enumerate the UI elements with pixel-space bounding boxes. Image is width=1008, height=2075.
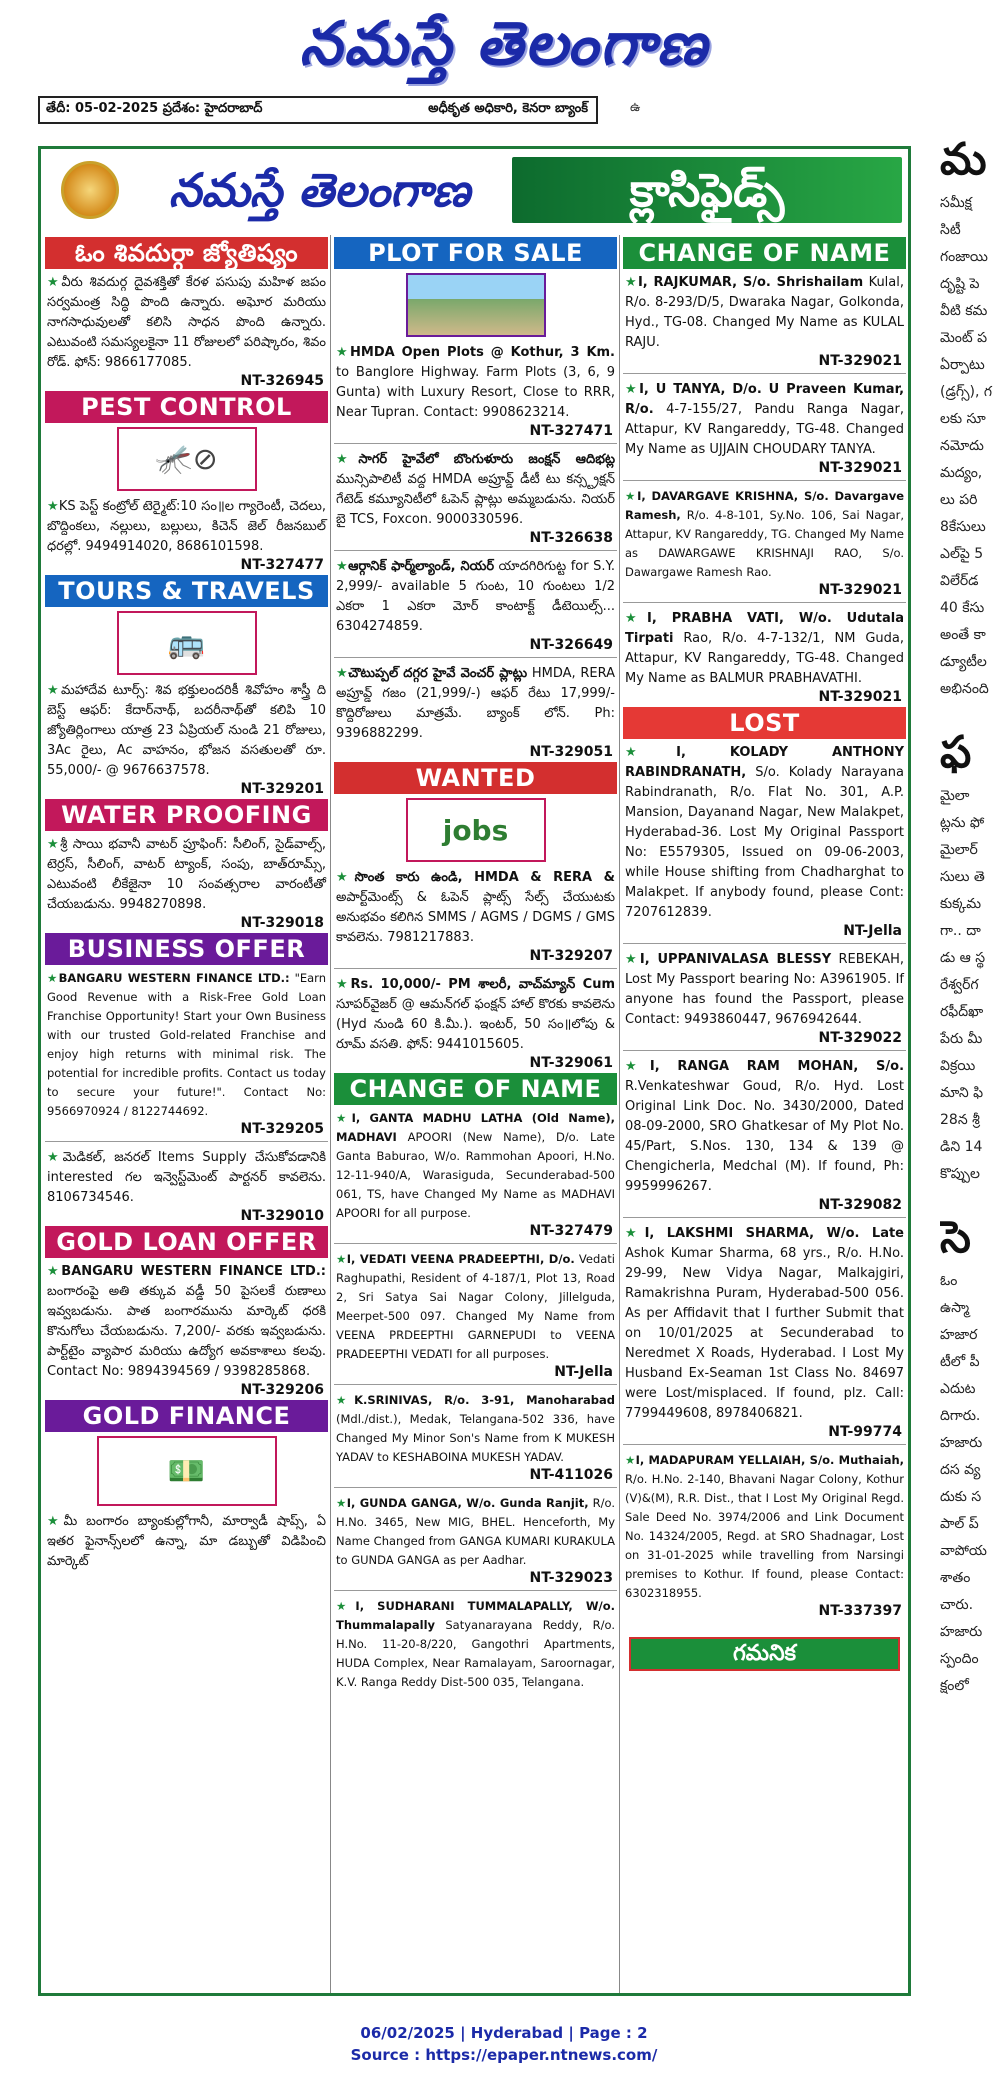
- separator: [334, 1384, 617, 1385]
- ad-lead: ఆర్గానిక్ ఫార్మ్‌ల్యాండ్, నియర్: [348, 559, 495, 574]
- star-icon: ★: [47, 1514, 64, 1529]
- separator: [334, 443, 617, 444]
- page-footer: [0, 2022, 1008, 2066]
- separator: [334, 1590, 617, 1591]
- jobs-image: [406, 798, 546, 862]
- classifieds-kicker: క్లాసిఫైడ్స్: [512, 157, 902, 223]
- ad-code: NT-327477: [240, 557, 324, 573]
- side-line: దుకు స: [940, 1489, 982, 1505]
- ad-code: NT-329207: [529, 948, 613, 964]
- ad-name-4: [334, 1494, 617, 1570]
- notice-banner: గమనిక: [629, 1637, 900, 1671]
- cash-icon: 💵: [167, 1453, 206, 1489]
- star-icon: ★: [625, 1226, 645, 1241]
- side-line: డు ఆ స్థ: [940, 950, 986, 966]
- ad-plot-1: [334, 343, 617, 423]
- classifieds-header: [47, 155, 902, 227]
- ad-text: బంగారంపై అతి తక్కువ వడ్డీ 50 పైసలకే రుణాలు ఇవ్వబడును. పాత బంగారమును మార్కెట్ ధరకి కొనుగోలు చేయబడును. 7,200/- వరకు ఇవ్వబడును. పార్ట్‌టైం వ్యాపార మరియు ఉద్యోగ అవకాశాలు కలవు. Contact No: 9894394569 / 9398285868.: [47, 1284, 326, 1379]
- ad-lost-5: [623, 1451, 906, 1603]
- ad-jyothisham: [45, 273, 328, 373]
- side-line: శాతం: [940, 1570, 971, 1586]
- star-icon: ★: [336, 1496, 347, 1510]
- ad-text: R/o. H.No. 2-140, Bhavani Nagar Colony, Kothur (V)&(M), R.R. Dist., that I Lost My Original Regd. Sale Deed No. 3974/2006 and Link Document No. 14324/2005, Regd. at SRO Shadnagar, Lost on 31-01-2025 while travelling from Narsingi premises to Kothur. If found, please Contact: 6302318955.: [625, 1472, 904, 1600]
- dateline-right: అధీకృత అధికారి, కెనరా బ్యాంక్: [428, 101, 588, 116]
- star-icon: ★: [47, 837, 61, 852]
- ad-text: R/o. H.No. 3465, New MIG, BHEL. Henceforth, My Name Changed from GANGA KUMARI KURAKULA to GUNDA GANGA as per Aadhar.: [336, 1496, 616, 1567]
- side-headline-2: ఫ: [940, 727, 972, 778]
- ad-text: R.Venkateshwar Goud, R/o. Hyd. Lost Original Link Doc. No. 3430/2000, Dated 08-09-2000, SRO Ghatkesar of My Plot No. 45/Part, S.Nos. 130, 134 & 139 @ Chengicherla, Medchal (M). If found, Ph: 9959996267.: [625, 1079, 904, 1194]
- ad-lost-1: [623, 743, 906, 923]
- ad-text: S/o. Kolady Narayana Rabindranath, R/o. Flat No. 301, A.P. Mansion, Dayanand Nagar, New Malakpet, Hyderabad-36. Lost My Original Passport No: E5579305, Issued on 09-06-2003, while House shifting from Chadharghat to Malakpet. If anybody found, please Cont: 7207612839.: [625, 765, 904, 920]
- star-icon: ★: [625, 1059, 650, 1074]
- footer-date-page: 06/02/2025 | Hyderabad | Page : 2: [360, 2024, 648, 2042]
- side-line: లకు సూ: [940, 411, 986, 427]
- ad-gold-finance: [45, 1512, 328, 1572]
- ad-water: [45, 835, 328, 915]
- side-line: రేశ్వర్‌గ: [940, 977, 979, 993]
- separator: [334, 1487, 617, 1488]
- adjacent-article-column: [940, 130, 1008, 2010]
- ad-code: NT-326649: [529, 637, 613, 653]
- ad-lead: I, DAVARGAVE KRISHNA, S/o. Davargave Ramesh,: [625, 489, 904, 522]
- ad-code: NT-329061: [529, 1055, 613, 1071]
- ad-code: NT-329201: [240, 781, 324, 797]
- separator: [334, 550, 617, 551]
- ad-code: NT-329018: [240, 915, 324, 931]
- separator: [623, 480, 906, 481]
- ad-code: NT-329021: [818, 460, 902, 476]
- side-text-1: [940, 190, 1008, 703]
- column-3: [623, 235, 906, 1995]
- star-icon: ★: [336, 1599, 356, 1613]
- ad-lead: I, PRABHA VATI, W/o. Udutala Tirpati: [625, 611, 904, 646]
- separator: [623, 1444, 906, 1445]
- ad-code: NT-329023: [529, 1570, 613, 1586]
- side-text-3: [940, 1268, 1008, 1700]
- ad-lead: BANGARU WESTERN FINANCE LTD.:: [61, 1264, 326, 1279]
- separator: [623, 602, 906, 603]
- ad-tours: [45, 681, 328, 781]
- ad-name-1: [623, 273, 906, 353]
- ad-text: REBEKAH, Lost My Passport bearing No: A3961905. If anyone has found the Passport, please Contact: 9493860447, 9676942644.: [625, 952, 904, 1027]
- star-icon: ★: [47, 971, 59, 985]
- ad-lead: చౌటుప్పల్ దగ్గర హైవే వెంచర్ ప్లాట్లు: [348, 666, 528, 681]
- top-right-strip: ఉ: [630, 100, 641, 115]
- side-text-2: [940, 783, 1008, 1188]
- side-line: అభినంది: [940, 681, 989, 697]
- side-line: క్షంలో: [940, 1678, 969, 1694]
- ad-name-4: [623, 609, 906, 689]
- side-line: స్పందిం: [940, 1651, 979, 1667]
- separator: [45, 1141, 328, 1142]
- heading-wanted: WANTED: [334, 762, 617, 794]
- ad-lead: I, SUDHARANI TUMMALAPALLY, W/o. Thummalapally: [336, 1599, 616, 1632]
- star-icon: ★: [47, 499, 59, 514]
- ad-code: NT-326945: [240, 373, 324, 389]
- star-icon: ★: [47, 275, 62, 290]
- ad-text: మెడికల్, జనరల్ Items Supply చేసుకోవడానికి interested గల ఇన్వెస్ట్‌మెంట్ పార్టనర్ కావలెను. 8106734546.: [47, 1150, 326, 1205]
- heading-lost: LOST: [623, 707, 906, 739]
- ad-text: "Earn Good Revenue with a Risk-Free Gold Loan Franchise Opportunity! Start your Own Business with our trusted Gold-related Franchise and enjoy high returns with minimal risk. The potential for incredible profits. Contact us today to secure your future!". Contact No: 9566970924 / 8122744692.: [47, 971, 326, 1118]
- column-divider: [619, 235, 620, 1995]
- ad-text: (Mdl./dist.), Medak, Telangana-502 336, have Changed My Minor Son's Name from K MUKESH YADAV to KESHABOINA MUKESH YADAV.: [336, 1412, 615, 1464]
- heading-business-offer: BUSINESS OFFER: [45, 933, 328, 965]
- masthead-title: నమస్తే తెలంగాణ: [299, 9, 709, 79]
- side-line: చారు.: [940, 1597, 974, 1613]
- star-icon: ★: [47, 1264, 62, 1279]
- classifieds-brand: నమస్తే తెలంగాణ: [127, 159, 512, 221]
- ad-lead: I, RANGA RAM MOHAN, S/o.: [649, 1059, 905, 1074]
- ad-text: యాదగిరిగుట్ట for S.Y. 2,999/- available 5 గుంట, 10 గుంటలు 1/2 ఎకరా 1 ఎకరా మోర్ కాంటాక్ట్ డీటెయిల్స్... 6304274859.: [336, 559, 615, 634]
- heading-plot-for-sale: PLOT FOR SALE: [334, 237, 617, 269]
- ad-code: NT-329021: [818, 353, 902, 369]
- ad-lost-4: [623, 1224, 906, 1424]
- column-1: [45, 235, 328, 1995]
- ad-pest: [45, 497, 328, 557]
- side-line: దృష్టి పె: [940, 276, 980, 292]
- ad-text: Satyanarayana Reddy, R/o. H.No. 11-20-8/220, Gangothri Apartments, HUDA Complex, Near Ramalayam, Saroornagar, K.V. Ranga Reddy Dist-500 035, Telangana.: [336, 1618, 615, 1689]
- star-icon: ★: [625, 952, 640, 967]
- pest-image: [117, 427, 257, 491]
- star-icon: ★: [625, 611, 648, 626]
- ad-lead: I, U TANYA, D/o. U Praveen Kumar, R/o.: [625, 382, 905, 417]
- dateline-box: [38, 96, 598, 124]
- side-line: కుక్కమ: [940, 896, 982, 912]
- ad-text: to Banglore Highway. Farm Plots (3, 6, 9 Gunta) with Luxury Resort, Close to RRR, Near Tupran. Contact: 9908623214.: [336, 365, 615, 420]
- star-icon: ★: [47, 683, 61, 698]
- ad-text: అపార్ట్‌మెంట్స్ & ఓపెన్ ప్లాట్స్ సేల్స్ చేయుటకు అనుభవం కలిగిన SMMS / AGMS / DGMS / GMS కావలెను. 7981217883.: [336, 890, 615, 945]
- ad-name-5: [334, 1597, 617, 1692]
- heading-gold-finance: GOLD FINANCE: [45, 1400, 328, 1432]
- side-line: మైలా: [940, 788, 970, 804]
- ad-lead: I, KOLADY ANTHONY RABINDRANATH,: [625, 745, 904, 780]
- ad-text: 4-7-155/27, Pandu Ranga Nagar, Attapur, KV Rangareddy, TG-48. Changed My Name as UJJAIN CHOUDARY TANYA.: [625, 402, 904, 457]
- ad-code: NT-337397: [818, 1603, 902, 1619]
- ad-medical: [45, 1148, 328, 1208]
- ad-text: వీరు శివదుర్గ దైవశక్తితో కేరళ పసుపు మహిళ జపం సర్వమంత్ర సిద్ధి పొంది ఉన్నారు. అఘోర మరియు నాగసాధువులతో కలిసి సాధన పొంది ఉన్నారు. ఎటువంటి సమస్యలకైనా 11 రోజులలో పరిష్కారం, శివం రోడ్. ఫోన్: 9866177085.: [47, 275, 327, 370]
- ad-wanted-2: [334, 975, 617, 1055]
- side-line: సులు తె: [940, 869, 985, 885]
- star-icon: ★: [336, 1111, 352, 1125]
- ad-code: NT-327479: [529, 1223, 613, 1239]
- ad-lead: I, RAJKUMAR, S/o. Shrishailam: [637, 275, 864, 290]
- side-line: ఎల్‌పై 5: [940, 546, 984, 562]
- ad-code: NT-329205: [240, 1121, 324, 1137]
- ad-plot-3: [334, 557, 617, 637]
- ad-text: శ్రీ సాయి భవానీ వాటర్ ప్రూఫింగ్: సీలింగ్, సైడ్‌వాల్స్, టెర్రస్, సీలింగ్, వాటర్ ట్యాంక్, సంపు, బాత్‌రూమ్స్, ఎటువంటి లీకేజైనా 10 సంవత్సరాల వారంటీతో చేయబడును. 9948270898.: [47, 837, 327, 912]
- heading-water-proofing: WATER PROOFING: [45, 799, 328, 831]
- side-line: 40 కేసు: [940, 600, 985, 616]
- heading-tours: TOURS & TRAVELS: [45, 575, 328, 607]
- side-line: లు పరి: [940, 492, 978, 508]
- star-icon: ★: [625, 1453, 636, 1467]
- ad-name-1: [334, 1109, 617, 1223]
- ad-lead: K.SRINIVAS, R/o. 3-91, Manoharabad: [354, 1393, 615, 1407]
- side-line: డ్యూటీల: [940, 654, 987, 670]
- side-line: హజార: [940, 1327, 978, 1343]
- star-icon: ★: [625, 275, 638, 290]
- side-line: గా.. దా: [940, 923, 981, 939]
- heading-change-of-name: CHANGE OF NAME: [334, 1073, 617, 1105]
- separator: [334, 1243, 617, 1244]
- side-line: దిగారు.: [940, 1408, 981, 1424]
- side-line: సమీక్ష: [940, 195, 972, 211]
- ad-text: R/o. 4-8-101, Sy.No. 106, Sai Nagar, Attapur, KV Rangareddy, TG. Changed My Name as DAWARGAWE KRISHNAJI RAO, S/o. Dawargawe Ramesh Rao.: [625, 508, 905, 579]
- side-line: విలేర్‌డ: [940, 573, 979, 589]
- ad-code: NT-327471: [529, 423, 613, 439]
- star-icon: ★: [625, 489, 638, 503]
- ad-text: HMDA, RERA అప్రూవ్డ్ గజం (21,999/-) ఆఫర్ రేటు 17,999/- కొద్దిరోజులు మాత్రమే. బ్యాంక్ లోన్. Ph: 9396882299.: [336, 666, 616, 741]
- ad-lead: I, GANTA MADHU LATHA (Old Name), MADHAVI: [336, 1111, 615, 1144]
- cash-image: [97, 1436, 277, 1506]
- side-line: పేరు మీ: [940, 1031, 983, 1047]
- side-line: పాల్ ప్: [940, 1516, 979, 1532]
- emblem-icon: [61, 161, 119, 219]
- ad-lead: BANGARU WESTERN FINANCE LTD.:: [58, 971, 290, 985]
- ad-gold-loan: [45, 1262, 328, 1382]
- ad-lead: HMDA Open Plots @ Kothur, 3 Km.: [350, 345, 615, 360]
- ad-code: NT-329082: [818, 1197, 902, 1213]
- ad-text: మీ బంగారం బ్యాంకుల్లోగానీ, మార్వాడీ షాప్స్, ఏ ఇతర ఫైనాన్స్‌లలో ఉన్నా, మా డబ్బుతో విడిపించి మార్కెట్: [47, 1514, 326, 1569]
- ad-lead: I, UPPANIVALASA BLESSY: [639, 952, 832, 967]
- side-line: డిని 14: [940, 1139, 983, 1155]
- ad-text: KS పెస్ట్ కంట్రోల్ టెర్మైట్:10 సం॥ల గ్యారెంటీ, చెదలు, బొద్దింకలు, నల్లులు, బల్లులు, కిచెన్ జెల్ రీజనబుల్ ధరల్లో. 9494914020, 8686101598.: [47, 499, 327, 554]
- ad-plot-4: [334, 664, 617, 744]
- column-divider: [330, 235, 331, 1995]
- side-line: టీలో పీ: [940, 1354, 980, 1370]
- ad-text: మున్సిపాలిటీ వద్ద HMDA అప్రూవ్డ్ డీటీ టు కన్స్ట్రక్షన్ గేటెడ్ కమ్యూనిటీలో ఓపెన్ ప్లాట్లు అమ్మబడును. నియర్ బై TCS, Foxcon. 9000330596.: [336, 472, 615, 527]
- side-line: మెంట్ ప: [940, 330, 988, 346]
- ad-code: NT-329051: [529, 744, 613, 760]
- ad-lost-3: [623, 1057, 906, 1197]
- separator: [623, 943, 906, 944]
- side-line: రఫీద్‌ఖా: [940, 1004, 984, 1020]
- ad-text: Vedati Raghupathi, Resident of 4-187/1, Plot 13, Road 2, Sri Satya Sai Nagar Colony, Jillelguda, Meerpet-500 097. Changed My Name from VEENA PRDEEPTHI GARNEPUDI to VEENA PRADEEPTHI VEDATI for all purposes.: [336, 1252, 616, 1361]
- star-icon: ★: [47, 1150, 63, 1165]
- ad-code: NT-326638: [529, 530, 613, 546]
- side-line: మైలార్‌: [940, 842, 978, 858]
- star-icon: ★: [625, 382, 640, 397]
- side-line: వీటి కమ: [940, 303, 988, 319]
- jobs-logo: jobs: [442, 813, 509, 847]
- separator: [623, 373, 906, 374]
- dateline-left: తేదీ: 05-02-2025 ప్రదేశం: హైదరాబాద్: [46, 101, 263, 116]
- separator: [623, 1217, 906, 1218]
- star-icon: ★: [336, 345, 351, 360]
- ad-code: NT-329206: [240, 1382, 324, 1398]
- ad-name-2: [623, 380, 906, 460]
- side-line: 28న శ్రీ: [940, 1112, 980, 1128]
- separator: [334, 968, 617, 969]
- side-line: మద్యం,: [940, 465, 983, 481]
- heading-gold-loan: GOLD LOAN OFFER: [45, 1226, 328, 1258]
- ad-lead: I, VEDATI VEENA PRADEEPTHI, D/o.: [346, 1252, 575, 1266]
- side-line: హజారు: [940, 1624, 983, 1640]
- ad-text: Ashok Kumar Sharma, 68 yrs., R/o. H.No. 29-99, New Vidya Nagar, Malkajgiri, Ramakrishna Puram, Hyderabad-500 056. As per Affidavit that I further Submit that on 10/01/2025 at Secunderabad to Neredmet X Roads, Hyderabad. I Lost My Husband Ex-Seaman 1st Class No. 84697 were Lost/misplaced. If found, plz. Call: 7799449608, 8978406821.: [625, 1246, 904, 1421]
- ad-lead: సాగర్ హైవేలో బొంగుళూరు జంక్షన్ ఆదిభట్ల: [358, 452, 616, 467]
- column-2: [334, 235, 617, 1995]
- ad-text: మహాదేవ టూర్స్: శివ భక్తులందరికీ శివోహం శాస్త్రీ ది బెస్ట్ ఆఫర్: కేదార్‌నాథ్, బదరీనాథ్‌తో కలిపి 10 జ్యోతిర్లింగాలు యాత్ర 23 ఏప్రియల్ నుండి 21 రోజులు, 3Ac రైలు, Ac వాహనం, భోజన వసతులతో రూ. 55,000/- @ 9676637578.: [47, 683, 326, 778]
- side-line: గంజాయి: [940, 249, 988, 265]
- heading-jyothisham: ఓం శివదుర్గా జ్యోతిష్యం: [45, 237, 328, 269]
- side-line: దస వ్య: [940, 1462, 981, 1478]
- side-line: హజారు: [940, 1435, 983, 1451]
- ad-code: NT-Jella: [554, 1364, 613, 1380]
- separator: [334, 657, 617, 658]
- ad-lead: I, MADAPURAM YELLAIAH, S/o. Muthaiah,: [635, 1453, 905, 1467]
- side-line: ఓం: [940, 1273, 958, 1289]
- star-icon: ★: [336, 977, 351, 992]
- footer-source-link[interactable]: Source : https://epaper.ntnews.com/: [350, 2046, 658, 2064]
- side-line: ఏర్పాటు: [940, 357, 985, 373]
- side-line: నమోదు: [940, 438, 984, 454]
- star-icon: ★: [336, 1393, 355, 1407]
- ad-code: NT-99774: [828, 1424, 902, 1440]
- ad-wanted-1: [334, 868, 617, 948]
- side-line: ట్లను ఫో: [940, 815, 985, 831]
- ad-code: NT-329021: [818, 689, 902, 705]
- star-icon: ★: [336, 559, 349, 574]
- ad-text: Kulal, R/o. 8-293/D/5, Dwaraka Nagar, Golkonda, Hyd., TG-08. Changed My Name as KULAL RAJU.: [625, 275, 905, 350]
- ad-lost-2: [623, 950, 906, 1030]
- side-line: కొప్పుల: [940, 1166, 980, 1182]
- ad-text: సూపర్‌వైజర్ @ ఆమన్‌గల్ ఫంక్షన్ హాల్ కొరకు కావలెను (Hyd నుండి 60 కి.మీ.). ఇంటర్, 50 సం॥లోపు & రూమ్ వసతి. ఫోన్: 9441015605.: [336, 997, 615, 1052]
- ad-business: [45, 969, 328, 1121]
- star-icon: ★: [336, 666, 349, 681]
- ad-lead: I, LAKSHMI SHARMA, W/o. Late: [644, 1226, 904, 1241]
- bus-icon: 🚌: [167, 625, 206, 661]
- ad-name-3: [334, 1391, 617, 1467]
- side-line: సిటీ: [940, 222, 961, 238]
- masthead: [0, 0, 1008, 92]
- ad-plot-2: [334, 450, 617, 530]
- ad-code: NT-329010: [240, 1208, 324, 1224]
- ad-code: NT-411026: [529, 1467, 613, 1483]
- side-line: ఉస్మా: [940, 1300, 970, 1316]
- side-headline-1: మ: [940, 134, 987, 185]
- ad-code: NT-329022: [818, 1030, 902, 1046]
- ad-code: NT-Jella: [843, 923, 902, 939]
- bus-image: [117, 611, 257, 675]
- ad-lead: I, GUNDA GANGA, W/o. Gunda Ranjit,: [346, 1496, 589, 1510]
- side-headline-3: సె: [940, 1212, 971, 1263]
- star-icon: ★: [336, 452, 359, 467]
- ad-name-3: [623, 487, 906, 582]
- ad-lead: సొంత కారు ఉండి, HMDA & RERA &: [354, 870, 615, 885]
- heading-pest-control: PEST CONTROL: [45, 391, 328, 423]
- insect-icon: 🦟⊘: [155, 441, 218, 477]
- heading-change-of-name: CHANGE OF NAME: [623, 237, 906, 269]
- star-icon: ★: [625, 745, 677, 760]
- ad-text: APOORI (New Name), D/o. Late Ganta Baburao, W/o. Rammohan Apoori, H.No. 12-11-940/A, Warasiguda, Secunderabad-500 061, TS, have Changed My Name as MADHAVI APOORI for all purpose.: [336, 1130, 615, 1220]
- ad-lead: Rs. 10,000/- PM శాలరీ, వాచ్‌మ్యాన్ Cum: [350, 977, 615, 992]
- side-line: విక్రయి: [940, 1058, 976, 1074]
- side-line: మాని ఫి: [940, 1085, 984, 1101]
- side-line: 8కేసులు: [940, 519, 986, 535]
- separator: [623, 1050, 906, 1051]
- side-line: వాపోయ: [940, 1543, 987, 1559]
- side-line: అంతే కా: [940, 627, 986, 643]
- side-line: ఎదుట: [940, 1381, 976, 1397]
- ad-name-2: [334, 1250, 617, 1364]
- plot-image: [406, 273, 546, 337]
- side-line: (డ్రగ్స్), గ: [940, 384, 993, 400]
- classifieds-section: [38, 146, 911, 1996]
- ad-code: NT-329021: [818, 582, 902, 598]
- star-icon: ★: [336, 1252, 347, 1266]
- ad-text: Rao, R/o. 4-7-132/1, NM Guda, Attapur, KV Rangareddy, TG-48. Changed My Name as BALMUR PRABHAVATHI.: [625, 631, 904, 686]
- star-icon: ★: [336, 870, 355, 885]
